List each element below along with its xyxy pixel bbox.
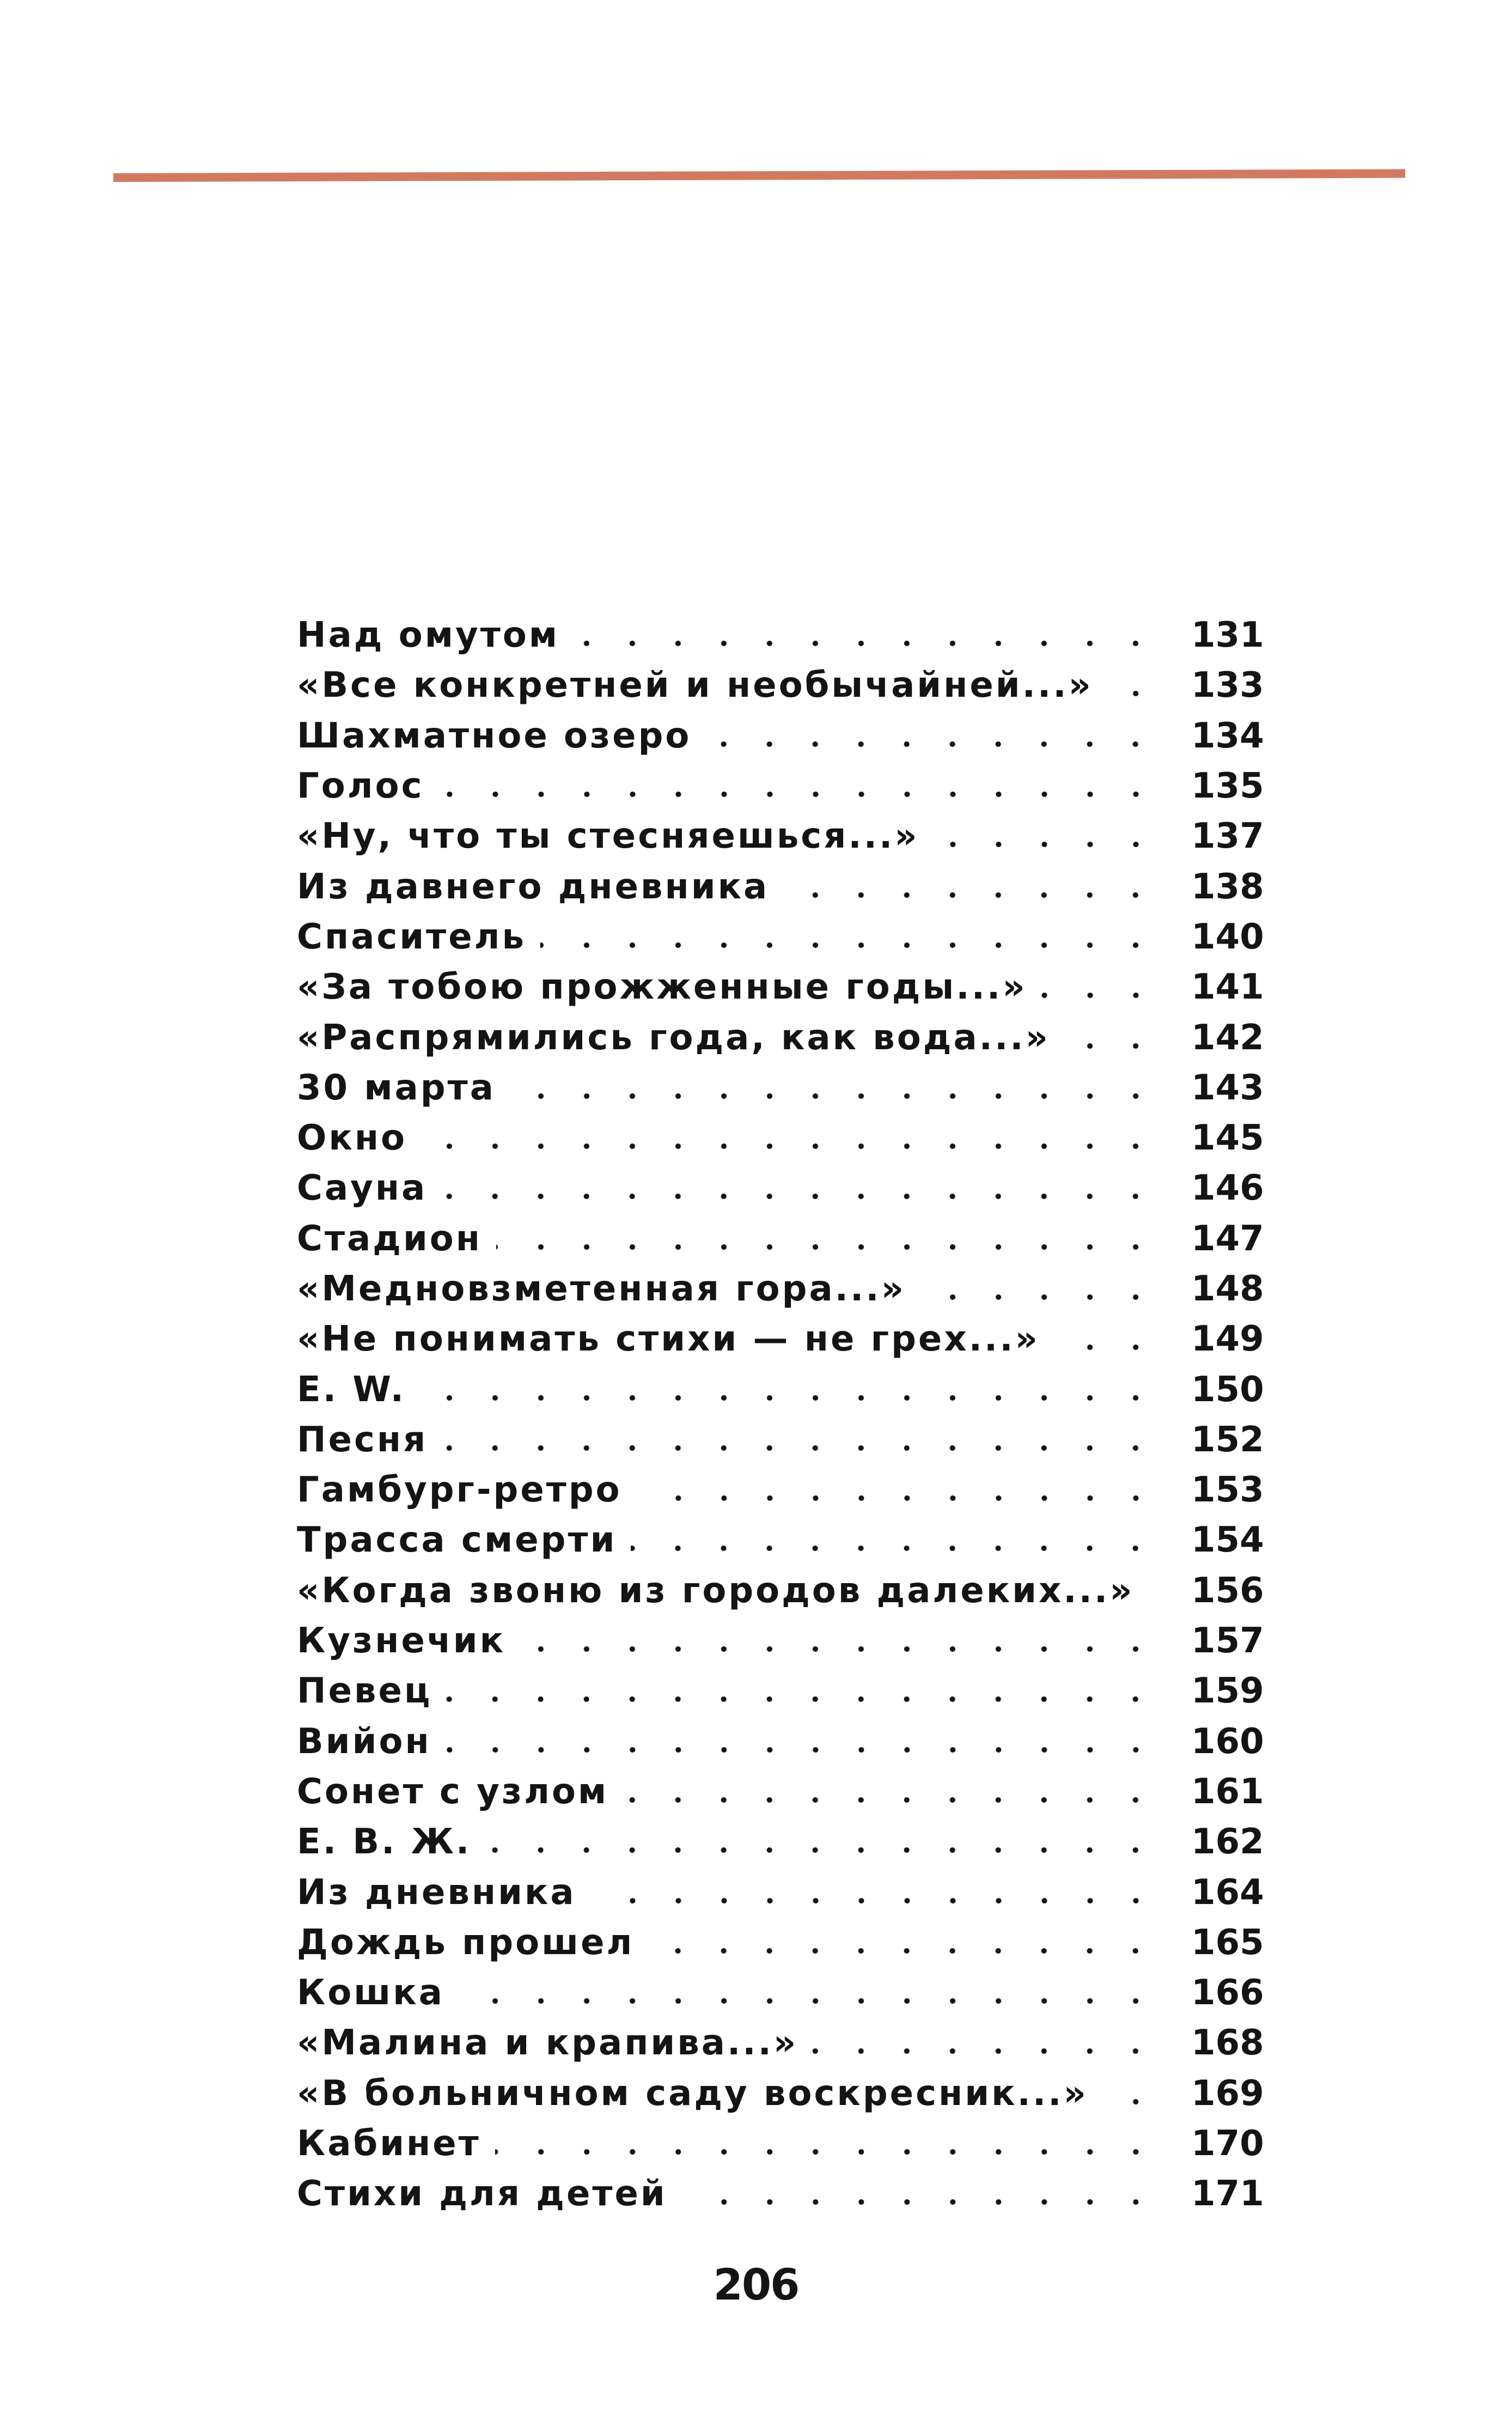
dot-leader <box>681 2199 1159 2205</box>
toc-entry-title: Из дневника <box>297 1872 590 1913</box>
toc-entry-page: 171 <box>1191 2174 1264 2215</box>
dot-leader <box>485 1847 1159 1853</box>
dot-leader <box>421 1143 1159 1149</box>
toc-entry-page: 166 <box>1191 1973 1264 2014</box>
toc-entry-page: 159 <box>1191 1671 1264 1712</box>
dot-leader <box>783 892 1159 898</box>
toc-entry-page: 147 <box>1191 1218 1264 1259</box>
toc-entry <box>297 1012 1264 1062</box>
toc-entry <box>297 811 1264 861</box>
dot-leader <box>496 1244 1159 1250</box>
toc-entry <box>297 1717 1264 1767</box>
toc-entry-page: 133 <box>1191 665 1264 706</box>
toc-entry-title: Певец <box>297 1671 446 1711</box>
dot-leader <box>446 1696 1159 1702</box>
toc-entry-title: «Все конкретней и необычайней...» <box>297 665 1107 705</box>
toc-entry <box>297 610 1264 660</box>
toc-entry <box>297 761 1264 811</box>
dot-leader <box>636 1495 1159 1501</box>
toc-entry-page: 152 <box>1191 1419 1264 1460</box>
toc-entry-title: 30 марта <box>297 1068 510 1108</box>
toc-entry-page: 149 <box>1191 1319 1264 1360</box>
toc-entry-title: Е. W. <box>297 1370 420 1410</box>
toc-entry <box>297 1163 1264 1213</box>
toc-entry-title: Шахматное озеро <box>297 716 705 756</box>
toc-entry-page: 141 <box>1191 967 1264 1008</box>
dot-leader <box>441 1194 1159 1199</box>
toc-entry-page: 164 <box>1191 1872 1264 1913</box>
toc-entry <box>297 1063 1264 1113</box>
toc-entry-page: 157 <box>1191 1621 1264 1662</box>
toc-entry-title: Над омутом <box>297 615 574 655</box>
toc-entry-page: 150 <box>1191 1369 1264 1410</box>
toc-entry-page: 143 <box>1191 1067 1264 1108</box>
toc-entry-title: Дождь прошел <box>297 1923 648 1963</box>
dot-leader <box>705 741 1159 747</box>
toc-entry-page: 154 <box>1191 1520 1264 1561</box>
toc-entry <box>297 1616 1264 1666</box>
dot-leader <box>1107 691 1159 696</box>
dot-leader <box>520 1646 1159 1652</box>
toc-entry <box>297 1968 1264 2018</box>
toc-entry <box>297 1767 1264 1817</box>
table-of-contents <box>297 610 1264 2219</box>
dot-leader <box>648 1948 1159 1954</box>
dot-leader <box>1102 2099 1159 2104</box>
toc-entry-title: «В больничном саду воскресник...» <box>297 2073 1102 2114</box>
dot-leader <box>631 1546 1159 1551</box>
toc-entry <box>297 1364 1264 1414</box>
toc-entry-title: Кузнечик <box>297 1621 520 1661</box>
toc-entry <box>297 2069 1264 2119</box>
toc-entry-title: Стихи для детей <box>297 2174 681 2214</box>
toc-entry-title: Трасса смерти <box>297 1520 631 1560</box>
toc-entry-title: «Медновзметенная гора...» <box>297 1269 920 1309</box>
toc-entry-title: «Ну, что ты стесняешься...» <box>297 816 934 856</box>
toc-entry <box>297 711 1264 761</box>
dot-leader <box>438 792 1159 797</box>
toc-entry-title: Стадион <box>297 1219 496 1259</box>
toc-entry-page: 170 <box>1191 2124 1264 2164</box>
toc-entry <box>297 1415 1264 1465</box>
toc-entry-title: Из давнего дневника <box>297 867 783 907</box>
dot-leader <box>812 2048 1159 2054</box>
toc-entry-page: 134 <box>1191 715 1264 756</box>
dot-leader <box>623 1797 1159 1803</box>
toc-entry-title: Окно <box>297 1118 421 1158</box>
dot-leader <box>1054 1345 1159 1350</box>
toc-entry <box>297 1867 1264 1917</box>
toc-entry <box>297 2119 1264 2169</box>
dot-leader <box>540 942 1159 948</box>
dot-leader <box>420 1395 1159 1401</box>
dot-leader <box>1149 1596 1159 1602</box>
dot-leader <box>574 641 1159 646</box>
toc-entry-page: 138 <box>1191 866 1264 907</box>
toc-entry <box>297 1566 1264 1616</box>
dot-leader <box>1064 1043 1159 1049</box>
toc-entry-page: 146 <box>1191 1168 1264 1209</box>
toc-entry-title: «За тобою прожженные годы...» <box>297 967 1041 1007</box>
toc-entry-title: Гамбург-ретро <box>297 1470 636 1510</box>
toc-entry-page: 156 <box>1191 1570 1264 1611</box>
toc-entry <box>297 1817 1264 1867</box>
toc-entry <box>297 1918 1264 1968</box>
toc-entry-page: 145 <box>1191 1118 1264 1159</box>
toc-entry-title: Сауна <box>297 1168 441 1208</box>
toc-entry <box>297 962 1264 1012</box>
dot-leader <box>590 1898 1159 1903</box>
toc-entry-title: Сонет с узлом <box>297 1772 623 1812</box>
dot-leader <box>442 1445 1159 1451</box>
toc-entry-title: «Когда звоню из городов далеких...» <box>297 1571 1149 1611</box>
toc-entry-page: 131 <box>1191 615 1264 656</box>
toc-entry-page: 135 <box>1191 766 1264 807</box>
toc-entry-page: 161 <box>1191 1771 1264 1812</box>
toc-entry <box>297 1465 1264 1515</box>
toc-entry-title: Кошка <box>297 1973 459 2013</box>
toc-entry <box>297 1515 1264 1565</box>
toc-entry <box>297 1666 1264 1716</box>
toc-entry <box>297 660 1264 710</box>
toc-entry <box>297 861 1264 911</box>
toc-entry-title: Спаситель <box>297 917 540 957</box>
toc-entry-page: 148 <box>1191 1269 1264 1309</box>
dot-leader <box>459 1998 1159 2004</box>
toc-entry <box>297 2018 1264 2068</box>
toc-entry-page: 142 <box>1191 1017 1264 1058</box>
toc-entry-page: 137 <box>1191 816 1264 857</box>
toc-entry-page: 153 <box>1191 1470 1264 1511</box>
dot-leader <box>510 1093 1159 1099</box>
toc-entry <box>297 912 1264 962</box>
toc-entry <box>297 1113 1264 1163</box>
dot-leader <box>920 1294 1159 1300</box>
toc-entry-title: Кабинет <box>297 2124 495 2164</box>
toc-entry-page: 168 <box>1191 2023 1264 2064</box>
toc-entry <box>297 1314 1264 1364</box>
toc-entry <box>297 2169 1264 2219</box>
dot-leader <box>934 842 1159 847</box>
toc-entry-page: 140 <box>1191 916 1264 957</box>
toc-entry-page: 165 <box>1191 1922 1264 1963</box>
toc-entry-title: Песня <box>297 1420 442 1460</box>
toc-entry-title: «Не понимать стихи — не грех...» <box>297 1319 1054 1359</box>
toc-entry <box>297 1214 1264 1264</box>
dot-leader <box>446 1747 1159 1753</box>
dot-leader <box>1041 993 1159 998</box>
toc-entry <box>297 1264 1264 1314</box>
dot-leader <box>495 2149 1159 2155</box>
toc-entry-title: «Распрямились года, как вода...» <box>297 1018 1064 1058</box>
top-decorative-rule <box>113 169 1405 182</box>
toc-entry-title: «Малина и крапива...» <box>297 2023 812 2063</box>
toc-entry-title: Е. В. Ж. <box>297 1822 485 1862</box>
toc-entry-page: 169 <box>1191 2073 1264 2114</box>
toc-entry-page: 160 <box>1191 1721 1264 1762</box>
toc-entry-title: Вийон <box>297 1722 446 1762</box>
toc-entry-page: 162 <box>1191 1822 1264 1863</box>
page-number: 206 <box>713 2261 799 2310</box>
toc-entry-title: Голос <box>297 766 438 806</box>
